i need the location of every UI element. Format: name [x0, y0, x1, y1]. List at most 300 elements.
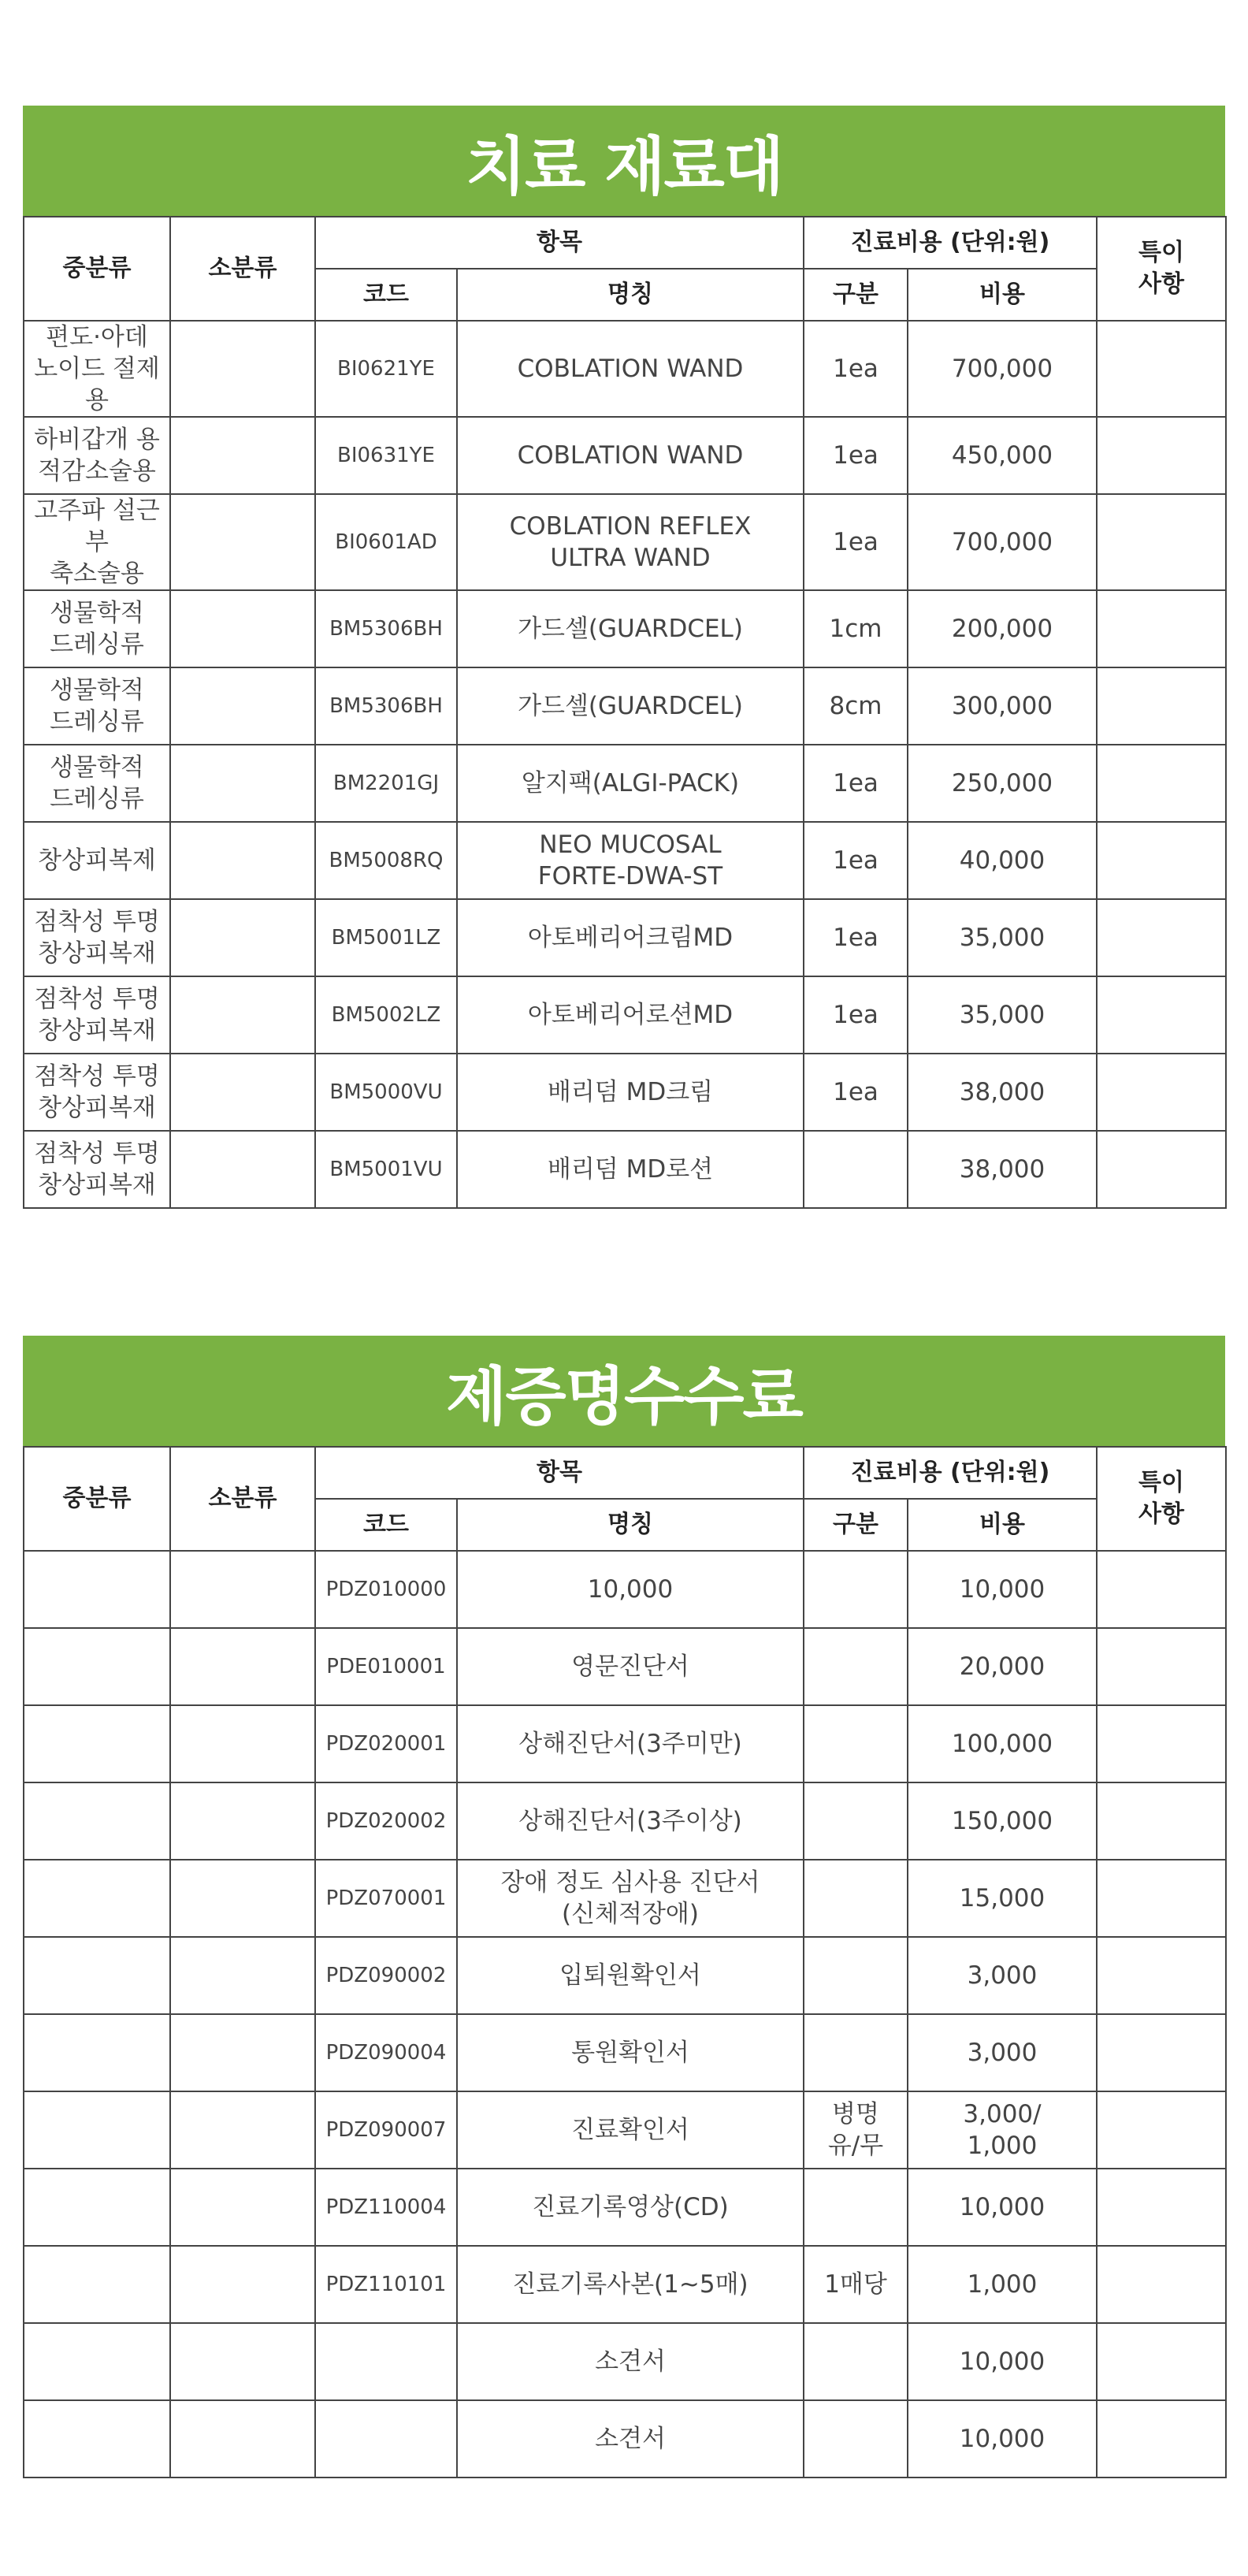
section-title-banner — [23, 106, 1225, 216]
code-cell: BM5001VU — [315, 1131, 457, 1208]
unit-cell — [804, 1551, 908, 1628]
name-cell-line: (신체적장애) — [562, 1900, 699, 1928]
header-note-line1: 특이 — [1138, 239, 1184, 266]
sub-category-cell — [170, 667, 315, 745]
mid-category-cell-line: 창상피복재 — [38, 1171, 156, 1199]
price-cell — [908, 1628, 1097, 1705]
mid-category-cell-line: 점착성 투명 — [34, 1062, 160, 1091]
header-note — [1097, 217, 1226, 321]
code-cell: PDZ110004 — [315, 2169, 457, 2246]
name-cell-line: COBLATION REFLEX — [509, 512, 752, 541]
note-cell — [1097, 2400, 1226, 2477]
price-cell-line: 250,000 — [951, 769, 1053, 797]
name-cell-line: FORTE-DWA-ST — [537, 862, 723, 890]
note-cell — [1097, 590, 1226, 667]
note-cell — [1097, 2323, 1226, 2400]
sub-category-cell — [170, 417, 315, 494]
price-cell — [908, 899, 1097, 976]
unit-cell-line: 1ea — [833, 769, 878, 797]
mid-category-cell-line: 점착성 투명 — [34, 908, 160, 936]
section-title: 치료 재료대 — [465, 129, 783, 203]
mid-category-cell-line: 편도·아데 — [46, 323, 148, 351]
note-cell — [1097, 494, 1226, 590]
note-cell — [1097, 1860, 1226, 1937]
mid-category-cell — [24, 1705, 170, 1782]
mid-category-cell-line: 창상피복재 — [38, 1017, 156, 1045]
name-cell-line: 진료확인서 — [571, 2116, 689, 2144]
note-cell — [1097, 2246, 1226, 2323]
name-cell-line: 상해진단서(3주이상) — [518, 1807, 742, 1835]
note-cell — [1097, 667, 1226, 745]
unit-cell — [804, 1860, 908, 1937]
unit-cell — [804, 417, 908, 494]
code-cell: BI0631YE — [315, 417, 457, 494]
header-item: 항목 — [315, 1447, 804, 1499]
name-cell — [457, 1551, 804, 1628]
price-cell — [908, 417, 1097, 494]
code-cell: PDZ110101 — [315, 2246, 457, 2323]
price-cell-line: 100,000 — [951, 1730, 1053, 1758]
name-cell-line: 진료기록영상(CD) — [532, 2193, 729, 2221]
name-cell — [457, 1860, 804, 1937]
unit-cell-line: 병명 — [832, 2100, 879, 2128]
unit-cell — [804, 2246, 908, 2323]
price-cell-line: 10,000 — [959, 2193, 1046, 2221]
name-cell — [457, 745, 804, 822]
table-row — [24, 494, 1226, 590]
table-row — [24, 667, 1226, 745]
table-row — [24, 745, 1226, 822]
sub-category-cell — [170, 899, 315, 976]
mid-category-cell-line: 창상피복제 — [38, 846, 156, 875]
note-cell — [1097, 745, 1226, 822]
price-cell — [908, 2246, 1097, 2323]
table-row — [24, 822, 1226, 899]
price-cell-line: 3,000 — [967, 1961, 1038, 1990]
note-cell — [1097, 1131, 1226, 1208]
code-cell — [315, 2323, 457, 2400]
name-cell-line: 소견서 — [595, 2347, 666, 2376]
name-cell — [457, 2169, 804, 2246]
header-cost: 진료비용 (단위:원) — [804, 1447, 1097, 1499]
sub-category-cell — [170, 1551, 315, 1628]
name-cell — [457, 321, 804, 417]
name-cell — [457, 899, 804, 976]
treatment-materials-section — [23, 106, 1225, 1209]
price-cell-line: 15,000 — [959, 1884, 1046, 1912]
note-cell — [1097, 822, 1226, 899]
table-row — [24, 2169, 1226, 2246]
price-cell — [908, 2091, 1097, 2169]
name-cell — [457, 1705, 804, 1782]
header-sub-category: 소분류 — [170, 1447, 315, 1551]
mid-category-cell — [24, 1782, 170, 1860]
name-cell-line: COBLATION WAND — [517, 355, 744, 383]
price-cell — [908, 2014, 1097, 2091]
mid-category-cell-line: 점착성 투명 — [34, 1139, 160, 1168]
treatment-materials-table — [23, 216, 1227, 1209]
code-cell: PDZ020002 — [315, 1782, 457, 1860]
price-cell-line: 38,000 — [959, 1155, 1046, 1184]
sub-category-cell — [170, 2091, 315, 2169]
mid-category-cell — [24, 1054, 170, 1131]
mid-category-cell — [24, 1131, 170, 1208]
price-cell — [908, 1131, 1097, 1208]
header-name: 명칭 — [457, 269, 804, 321]
name-cell-line: 입퇴원확인서 — [559, 1961, 701, 1990]
unit-cell-line: 1ea — [833, 846, 878, 875]
section-title: 제증명수수료 — [446, 1359, 802, 1433]
code-cell: BI0601AD — [315, 494, 457, 590]
note-cell — [1097, 1551, 1226, 1628]
mid-category-cell — [24, 417, 170, 494]
code-cell: BM5001LZ — [315, 899, 457, 976]
name-cell — [457, 2246, 804, 2323]
header-price: 비용 — [908, 1499, 1097, 1551]
sub-category-cell — [170, 976, 315, 1054]
sub-category-cell — [170, 590, 315, 667]
unit-cell — [804, 976, 908, 1054]
sub-category-cell — [170, 2014, 315, 2091]
mid-category-cell — [24, 590, 170, 667]
mid-category-cell — [24, 2323, 170, 2400]
code-cell: BM5002LZ — [315, 976, 457, 1054]
table-row — [24, 321, 1226, 417]
price-cell — [908, 1782, 1097, 1860]
price-cell-line: 200,000 — [951, 615, 1053, 643]
name-cell — [457, 2091, 804, 2169]
mid-category-cell — [24, 2246, 170, 2323]
table-row — [24, 1628, 1226, 1705]
name-cell — [457, 1628, 804, 1705]
name-cell — [457, 1131, 804, 1208]
mid-category-cell — [24, 1551, 170, 1628]
unit-cell-line: 1ea — [833, 924, 878, 952]
unit-cell — [804, 1131, 908, 1208]
unit-cell-line: 1cm — [829, 615, 882, 643]
mid-category-cell — [24, 899, 170, 976]
certificate-fees-section — [23, 1336, 1225, 2478]
name-cell — [457, 976, 804, 1054]
name-cell — [457, 2014, 804, 2091]
price-cell — [908, 822, 1097, 899]
mid-category-cell — [24, 976, 170, 1054]
code-cell: PDZ010000 — [315, 1551, 457, 1628]
mid-category-cell-line: 점착성 투명 — [34, 985, 160, 1013]
name-cell — [457, 1782, 804, 1860]
price-cell — [908, 1937, 1097, 2014]
name-cell — [457, 417, 804, 494]
header-code: 코드 — [315, 269, 457, 321]
name-cell-line: ULTRA WAND — [550, 544, 711, 572]
price-cell — [908, 1705, 1097, 1782]
table-row — [24, 417, 1226, 494]
table-row — [24, 2014, 1226, 2091]
header-mid-category: 중분류 — [24, 1447, 170, 1551]
header-mid-category: 중분류 — [24, 217, 170, 321]
sub-category-cell — [170, 2169, 315, 2246]
table-row — [24, 1705, 1226, 1782]
unit-cell — [804, 1705, 908, 1782]
table-row — [24, 2323, 1226, 2400]
mid-category-cell-line: 드레싱류 — [50, 630, 144, 659]
price-cell-line: 10,000 — [959, 2425, 1046, 2453]
note-cell — [1097, 2091, 1226, 2169]
mid-category-cell — [24, 745, 170, 822]
price-cell-line: 20,000 — [959, 1652, 1046, 1681]
code-cell: PDZ090007 — [315, 2091, 457, 2169]
price-cell-line: 35,000 — [959, 1001, 1046, 1029]
mid-category-cell — [24, 2014, 170, 2091]
code-cell: BI0621YE — [315, 321, 457, 417]
table-body — [24, 321, 1226, 1208]
name-cell — [457, 667, 804, 745]
unit-cell — [804, 590, 908, 667]
price-cell-line: 10,000 — [959, 2347, 1046, 2376]
header-note-line2: 사항 — [1138, 1500, 1184, 1528]
name-cell-line: 진료기록사본(1~5매) — [512, 2270, 748, 2299]
header-note-line2: 사항 — [1138, 270, 1184, 298]
unit-cell — [804, 899, 908, 976]
mid-category-cell — [24, 2400, 170, 2477]
header-note — [1097, 1447, 1226, 1551]
unit-cell-line: 8cm — [829, 692, 882, 720]
unit-cell-line: 1ea — [833, 528, 878, 556]
unit-cell-line: 1ea — [833, 355, 878, 383]
code-cell — [315, 2400, 457, 2477]
table-row — [24, 2091, 1226, 2169]
mid-category-cell-line: 드레싱류 — [50, 785, 144, 813]
table-row — [24, 1131, 1226, 1208]
sub-category-cell — [170, 1131, 315, 1208]
price-cell — [908, 321, 1097, 417]
table-row — [24, 2246, 1226, 2323]
note-cell — [1097, 1782, 1226, 1860]
price-cell-line: 300,000 — [951, 692, 1053, 720]
table-row — [24, 1782, 1226, 1860]
header-sub-category: 소분류 — [170, 217, 315, 321]
name-cell-line: 10,000 — [587, 1575, 674, 1604]
price-cell — [908, 2323, 1097, 2400]
table-row — [24, 1551, 1226, 1628]
mid-category-cell-line: 생물학적 — [50, 753, 144, 782]
price-cell-line: 10,000 — [959, 1575, 1046, 1604]
mid-category-cell-line: 창상피복재 — [38, 1094, 156, 1122]
name-cell-line: 배리덤 MD로션 — [547, 1155, 714, 1184]
name-cell-line: 아토베리어로션MD — [527, 1001, 734, 1029]
price-cell-line: 1,000 — [967, 2132, 1038, 2160]
name-cell-line: 가드셀(GUARDCEL) — [518, 692, 743, 720]
price-cell — [908, 590, 1097, 667]
note-cell — [1097, 1628, 1226, 1705]
section-title-banner — [23, 1336, 1225, 1446]
price-cell-line: 450,000 — [951, 441, 1053, 470]
code-cell: PDZ070001 — [315, 1860, 457, 1937]
note-cell — [1097, 899, 1226, 976]
header-code: 코드 — [315, 1499, 457, 1551]
price-cell-line: 1,000 — [967, 2270, 1038, 2299]
mid-category-cell-line: 하비갑개 용 — [34, 426, 160, 454]
note-cell — [1097, 1937, 1226, 2014]
code-cell: BM2201GJ — [315, 745, 457, 822]
unit-cell — [804, 321, 908, 417]
name-cell — [457, 590, 804, 667]
unit-cell — [804, 667, 908, 745]
name-cell — [457, 1937, 804, 2014]
unit-cell — [804, 2169, 908, 2246]
name-cell — [457, 822, 804, 899]
unit-cell — [804, 1054, 908, 1131]
note-cell — [1097, 1054, 1226, 1131]
header-unit: 구분 — [804, 1499, 908, 1551]
mid-category-cell — [24, 1628, 170, 1705]
price-cell-line: 150,000 — [951, 1807, 1053, 1835]
unit-cell — [804, 822, 908, 899]
mid-category-cell-line: 축소술용 — [50, 559, 144, 588]
mid-category-cell — [24, 1937, 170, 2014]
name-cell-line: 통원확인서 — [571, 2039, 689, 2067]
mid-category-cell — [24, 2169, 170, 2246]
note-cell — [1097, 2014, 1226, 2091]
header-unit: 구분 — [804, 269, 908, 321]
sub-category-cell — [170, 1937, 315, 2014]
mid-category-cell — [24, 822, 170, 899]
name-cell-line: 장애 정도 심사용 진단서 — [500, 1868, 760, 1897]
sub-category-cell — [170, 1054, 315, 1131]
code-cell: PDE010001 — [315, 1628, 457, 1705]
sub-category-cell — [170, 1628, 315, 1705]
unit-cell — [804, 2400, 908, 2477]
unit-cell-line: 유/무 — [827, 2132, 884, 2160]
name-cell — [457, 494, 804, 590]
sub-category-cell — [170, 1860, 315, 1937]
name-cell-line: 아토베리어크림MD — [527, 924, 734, 952]
unit-cell — [804, 2014, 908, 2091]
sub-category-cell — [170, 2400, 315, 2477]
price-cell — [908, 976, 1097, 1054]
name-cell — [457, 2323, 804, 2400]
table-row — [24, 590, 1226, 667]
code-cell: PDZ090004 — [315, 2014, 457, 2091]
price-cell-line: 38,000 — [959, 1078, 1046, 1106]
code-cell: BM5008RQ — [315, 822, 457, 899]
price-cell — [908, 1551, 1097, 1628]
price-cell-line: 3,000/ — [963, 2100, 1042, 2128]
table-row — [24, 1937, 1226, 2014]
code-cell: BM5000VU — [315, 1054, 457, 1131]
header-price: 비용 — [908, 269, 1097, 321]
table-body — [24, 1551, 1226, 2477]
sub-category-cell — [170, 1705, 315, 1782]
note-cell — [1097, 976, 1226, 1054]
header-item: 항목 — [315, 217, 804, 269]
note-cell — [1097, 417, 1226, 494]
table-row — [24, 1054, 1226, 1131]
price-cell-line: 40,000 — [959, 846, 1046, 875]
unit-cell — [804, 1628, 908, 1705]
price-cell-line: 35,000 — [959, 924, 1046, 952]
price-cell — [908, 494, 1097, 590]
sub-category-cell — [170, 1782, 315, 1860]
mid-category-cell — [24, 667, 170, 745]
table-row — [24, 1860, 1226, 1937]
header-name: 명칭 — [457, 1499, 804, 1551]
unit-cell — [804, 1937, 908, 2014]
price-cell — [908, 2169, 1097, 2246]
mid-category-cell — [24, 321, 170, 417]
mid-category-cell-line: 노이드 절제용 — [34, 355, 160, 414]
table-row — [24, 899, 1226, 976]
unit-cell — [804, 1782, 908, 1860]
note-cell — [1097, 2169, 1226, 2246]
price-cell-line: 3,000 — [967, 2039, 1038, 2067]
mid-category-cell-line: 생물학적 — [50, 599, 144, 627]
name-cell-line: 소견서 — [595, 2425, 666, 2453]
note-cell — [1097, 1705, 1226, 1782]
price-cell-line: 700,000 — [951, 355, 1053, 383]
sub-category-cell — [170, 2246, 315, 2323]
sub-category-cell — [170, 745, 315, 822]
sub-category-cell — [170, 494, 315, 590]
mid-category-cell-line: 창상피복재 — [38, 939, 156, 968]
unit-cell-line: 1ea — [833, 1078, 878, 1106]
code-cell: PDZ090002 — [315, 1937, 457, 2014]
price-cell — [908, 1860, 1097, 1937]
name-cell-line: 가드셀(GUARDCEL) — [518, 615, 743, 643]
price-cell — [908, 1054, 1097, 1131]
code-cell: BM5306BH — [315, 667, 457, 745]
sub-category-cell — [170, 822, 315, 899]
sub-category-cell — [170, 321, 315, 417]
mid-category-cell-line: 고주파 설근부 — [34, 496, 160, 556]
name-cell-line: COBLATION WAND — [517, 441, 744, 470]
name-cell-line: NEO MUCOSAL — [539, 831, 722, 859]
mid-category-cell — [24, 2091, 170, 2169]
unit-cell — [804, 745, 908, 822]
code-cell: PDZ020001 — [315, 1705, 457, 1782]
price-cell — [908, 745, 1097, 822]
price-cell-line: 700,000 — [951, 528, 1053, 556]
name-cell-line: 영문진단서 — [571, 1652, 689, 1681]
unit-cell — [804, 494, 908, 590]
name-cell-line: 상해진단서(3주미만) — [518, 1730, 742, 1758]
mid-category-cell-line: 드레싱류 — [50, 708, 144, 736]
table-row — [24, 976, 1226, 1054]
header-cost: 진료비용 (단위:원) — [804, 217, 1097, 269]
certificate-fees-table — [23, 1446, 1227, 2478]
unit-cell-line: 1매당 — [824, 2270, 887, 2299]
name-cell — [457, 2400, 804, 2477]
name-cell — [457, 1054, 804, 1131]
mid-category-cell — [24, 494, 170, 590]
unit-cell — [804, 2323, 908, 2400]
price-cell — [908, 667, 1097, 745]
unit-cell-line: 1ea — [833, 441, 878, 470]
sub-category-cell — [170, 2323, 315, 2400]
mid-category-cell-line: 적감소술용 — [38, 457, 156, 485]
mid-category-cell — [24, 1860, 170, 1937]
note-cell — [1097, 321, 1226, 417]
code-cell: BM5306BH — [315, 590, 457, 667]
header-note-line1: 특이 — [1138, 1469, 1184, 1496]
unit-cell — [804, 2091, 908, 2169]
price-cell — [908, 2400, 1097, 2477]
unit-cell-line: 1ea — [833, 1001, 878, 1029]
name-cell-line: 알지팩(ALGI-PACK) — [521, 769, 740, 797]
name-cell-line: 배리덤 MD크림 — [547, 1078, 714, 1106]
table-row — [24, 2400, 1226, 2477]
mid-category-cell-line: 생물학적 — [50, 676, 144, 704]
